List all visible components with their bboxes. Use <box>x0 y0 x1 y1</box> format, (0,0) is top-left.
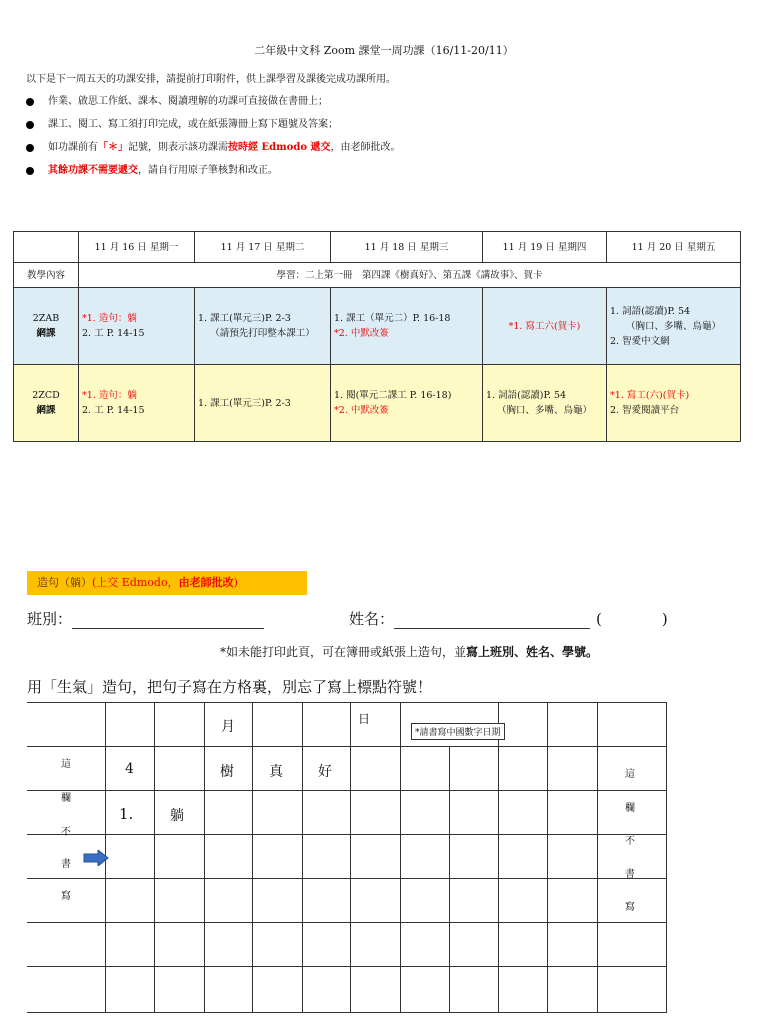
header-mon: 11 月 16 日 星期一 <box>79 232 195 263</box>
header-thu: 11 月 19 日 星期四 <box>483 232 607 263</box>
writing-grid[interactable]: 月 日 *請書寫中國數字日期 4 樹 真 好 1. 躺 這 欄 不 書 寫 這 欄 不 書 寫 <box>27 702 667 1014</box>
student-info-line: 班別： 姓名： ( ) <box>27 610 668 628</box>
class-field[interactable] <box>72 614 264 629</box>
header-fri: 11 月 20 日 星期五 <box>607 232 741 263</box>
cell-wed: 1. 閱(單元二課工 P. 16-18) *2. 中默改簽 <box>331 365 483 442</box>
cell-thu: 1. 詞語(認讀)P. 54 （胸口、多嘴、烏龜） <box>483 365 607 442</box>
intro-text: 以下是下一周五天的功課安排，請提前打印附件，供上課學習及課後完成功課所用。 <box>26 74 396 85</box>
bullet-icon <box>26 98 34 106</box>
print-note: *如未能打印此頁，可在簿冊或紙張上造句，並寫上班別、姓名、學號。 <box>220 645 599 659</box>
cell-tue: 1. 課工(單元三)P. 2-3 （請預先打印整本課工） <box>195 288 331 365</box>
cell-mon: *1. 造句：躺 2. 工 P. 14-15 <box>79 288 195 365</box>
homework-banner: 造句（躺）(上交 Edmodo，由老師批改) <box>27 571 307 595</box>
bullet-icon <box>26 121 34 129</box>
schedule-table <box>13 231 741 442</box>
cell-thu: *1. 寫工六(賀卡) <box>483 288 607 365</box>
page-title: 二年級中文科 Zoom 課堂一周功課（16/11-20/11） <box>254 44 514 57</box>
header-wed: 11 月 18 日 星期三 <box>331 232 483 263</box>
date-note: *請書寫中國數字日期 <box>411 723 505 740</box>
content-label: 教學內容 <box>14 263 79 288</box>
cell-fri: *1. 寫工(六)(賀卡) 2. 智愛閱讀平台 <box>607 365 741 442</box>
header-tue: 11 月 17 日 星期二 <box>195 232 331 263</box>
cell-wed: 1. 課工（單元二）P. 16-18 *2. 中默改簽 <box>331 288 483 365</box>
class-label: 班別： <box>27 610 73 628</box>
name-label: 姓名： <box>349 610 395 628</box>
name-field[interactable] <box>394 614 590 629</box>
month-label: 月 <box>221 719 235 735</box>
cell-fri: 1. 詞語(認讀)P. 54 （胸口、多嘴、烏龜） 2. 智愛中文網 <box>607 288 741 365</box>
day-label: 日 <box>358 712 371 726</box>
arrow-right-icon <box>83 850 109 866</box>
cell-mon: *1. 造句：躺 2. 工 P. 14-15 <box>79 365 195 442</box>
bullet-icon <box>26 167 34 175</box>
table-row <box>14 365 741 442</box>
table-row <box>14 263 741 288</box>
content-text: 學習：二上第一冊 第四課《樹真好》、第五課《講故事》、賀卡 <box>79 263 741 288</box>
sentence-instruction: 用「生氣」造句，把句子寫在方格裏，別忘了寫上標點符號！ <box>27 678 433 696</box>
table-header-row <box>14 232 741 263</box>
cell-tue: 1. 課工(單元三)P. 2-3 <box>195 365 331 442</box>
bullet-icon <box>26 144 34 152</box>
table-row <box>14 288 741 365</box>
class-cell: 2ZAB 網課 <box>14 288 79 365</box>
class-cell: 2ZCD 網課 <box>14 365 79 442</box>
